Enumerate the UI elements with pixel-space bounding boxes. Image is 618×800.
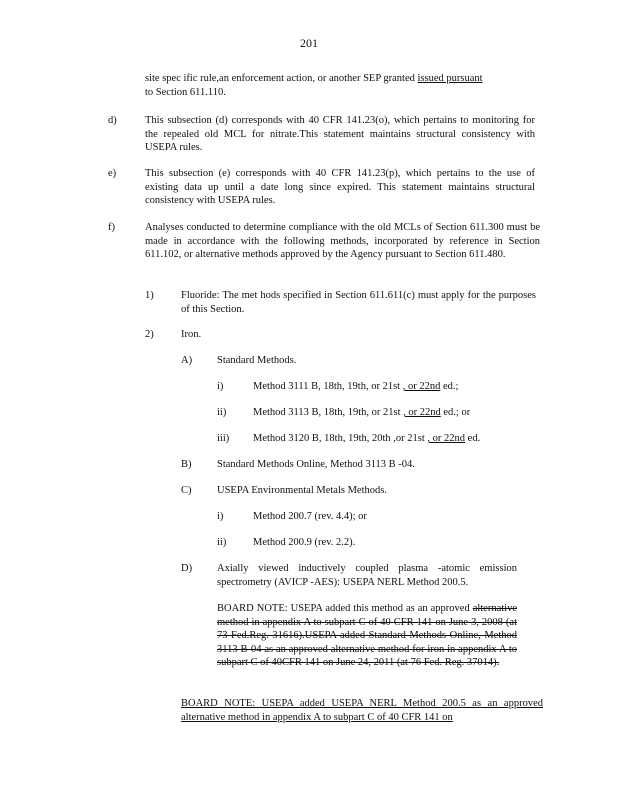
- item-label-A-i: i): [217, 381, 224, 392]
- subsection-label-d: d): [108, 115, 117, 126]
- item-A-ii-text: [253, 406, 470, 420]
- item-A-iii-text: [253, 432, 480, 446]
- item-label-1: 1): [145, 290, 154, 301]
- board-note-inserted: BOARD NOTE: USEPA added USEPA NERL Method 200.5 as an approved alternative method in appendix A to subpart C of 40 CFR 141 on: [181, 698, 543, 723]
- item-A-i-text: [253, 380, 458, 394]
- item-label-D: D): [181, 563, 193, 574]
- item-label-C: C): [181, 485, 192, 496]
- subsection-label-e: e): [108, 168, 117, 179]
- item-A-text: Standard Methods.: [217, 355, 297, 366]
- item-label-A-iii: iii): [217, 433, 230, 444]
- item-D-text: Axially viewed inductively coupled plasma -atomic emission spectrometry (AVICP -AES): USEPA NERL Method 200.5.: [217, 563, 517, 588]
- item-label-2: 2): [145, 329, 154, 340]
- item-label-C-i: i): [217, 511, 224, 522]
- item-label-A: A): [181, 355, 193, 366]
- method-text-end: ed.: [465, 433, 481, 444]
- deleted-text: alternative method in appendix A to subpart C of 40 CFR 141 on June 3, 2008 (at 73 Fed.Reg. 31616).USEPA added Standard Methods Online, Method 3113 B-04 as an approved alternative method for iron in appendix A to subpart C of 40CFR 141 on June 24, 2011 (at 76 Fed. Reg. 37014).: [217, 603, 517, 668]
- item-C-text: USEPA Environmental Metals Methods.: [217, 485, 387, 496]
- inserted-text: , or 22nd: [402, 381, 441, 392]
- inserted-text: issued pursuant: [417, 73, 483, 84]
- item-label-B: B): [181, 459, 192, 470]
- item-B-text: Standard Methods Online, Method 3113 B -04.: [217, 459, 415, 470]
- item-2-text: Iron.: [181, 329, 202, 340]
- subsection-d-text: This subsection (d) corresponds with 40 CFR 141.23(o), which pertains to monitoring for the repealed old MCL for nitrate.This statement maintains structural consistency with USEPA rules.: [145, 115, 535, 153]
- method-text-end: ed.;: [440, 381, 459, 392]
- subsection-f-text: Analyses conducted to determine compliance with the old MCLs of Section 611.300 must be made in accordance with the following methods, incorporated by reference in Section 611.102, or alternative methods approved by the Agency pursuant to Section 611.480.: [145, 222, 540, 260]
- board-note-struck: [217, 602, 517, 670]
- method-text: Method 3111 B, 18th, 19th, or 21st: [253, 381, 403, 392]
- method-text: Method 3120 B, 18th, 19th, 20th ,or 21st: [253, 433, 428, 444]
- intro-text-line2: to Section 611.110.: [145, 86, 226, 98]
- item-C-i-text: Method 200.7 (rev. 4.4); or: [253, 511, 367, 522]
- intro-paragraph: [145, 72, 535, 99]
- board-note-plain: BOARD NOTE: USEPA added this method as an approved: [217, 603, 470, 614]
- item-label-A-ii: ii): [217, 407, 227, 418]
- intro-text: site spec ific rule,an enforcement action, or another SEP granted: [145, 73, 418, 84]
- inserted-text: , or 22nd: [403, 407, 441, 418]
- inserted-text: , or 22nd: [427, 433, 466, 444]
- method-text: Method 3113 B, 18th, 19th, or 21st: [253, 407, 404, 418]
- subsection-label-f: f): [108, 222, 115, 233]
- subsection-e-text: This subsection (e) corresponds with 40 CFR 141.23(p), which pertains to the use of existing data up until a date long since expired. This statement maintains structural consistency with USEPA rules.: [145, 168, 535, 206]
- item-C-ii-text: Method 200.9 (rev. 2.2).: [253, 537, 356, 548]
- item-1-text: Fluoride: The met hods specified in Section 611.611(c) must apply for the purposes of this Section.: [181, 290, 536, 315]
- item-label-C-ii: ii): [217, 537, 227, 548]
- method-text-end: ed.; or: [440, 407, 471, 418]
- page-number: 201: [300, 36, 318, 50]
